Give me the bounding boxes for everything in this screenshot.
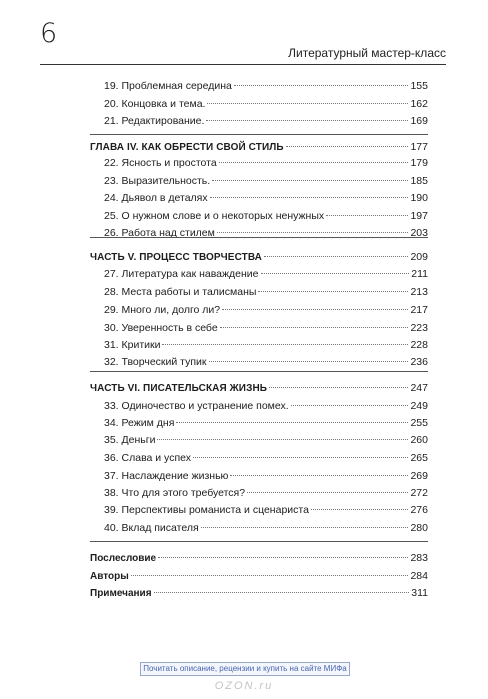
dot-leader (234, 85, 409, 86)
toc-entry-title: 20. Концовка и тема. (104, 98, 206, 110)
toc-chapter (90, 251, 428, 265)
toc-entry-page: 228 (410, 339, 428, 351)
toc-entry (104, 80, 428, 94)
toc-entry-page: 249 (410, 400, 428, 412)
toc-entry-page: 283 (410, 552, 428, 564)
dot-leader (207, 103, 408, 104)
toc-entry (104, 115, 428, 129)
watermark: OZON.ru (214, 680, 274, 692)
dot-leader (206, 120, 408, 121)
toc-entry-title: 36. Слава и успех (104, 452, 191, 464)
dot-leader (162, 344, 408, 345)
toc-entry-title: 37. Наслаждение жизнью (104, 470, 229, 482)
dot-leader (176, 422, 408, 423)
buy-link[interactable]: Почитать описание, рецензии и купить на сайте МИФа (140, 662, 350, 676)
dot-leader (261, 273, 410, 274)
toc-entry-title: ГЛАВА IV. КАК ОБРЕСТИ СВОЙ СТИЛЬ (90, 142, 284, 153)
toc-entry (104, 268, 428, 282)
toc-entry-title: 38. Что для этого требуется? (104, 487, 246, 499)
toc-entry (104, 175, 428, 189)
toc-entry-title: 28. Места работы и талисманы (104, 286, 257, 298)
toc-entry-page: 203 (410, 227, 428, 239)
toc-entry-title: ЧАСТЬ VI. ПИСАТЕЛЬСКАЯ ЖИЗНЬ (90, 383, 268, 394)
toc-chapter (90, 141, 428, 155)
toc-entry (104, 522, 428, 536)
toc-entry-title: 33. Одиночество и устранение помех. (104, 400, 289, 412)
toc-entry-title: 23. Выразительность. (104, 175, 211, 187)
toc-entry (104, 286, 428, 300)
toc-entry-page: 284 (410, 570, 428, 582)
toc-entry (104, 157, 428, 171)
dot-leader (326, 215, 408, 216)
toc-entry-page: 276 (410, 504, 428, 516)
toc-entry-page: 236 (410, 356, 428, 368)
toc-entry-title: 26. Работа над стилем (104, 227, 215, 239)
toc-backmatter (90, 552, 428, 566)
dot-leader (247, 492, 408, 493)
toc-entry (104, 322, 428, 336)
dot-leader (220, 327, 409, 328)
toc-entry-title: 29. Много ли, долго ли? (104, 304, 221, 316)
separator-before-part-6 (90, 371, 428, 372)
toc-entry-title: 31. Критики (104, 339, 161, 351)
toc-entry (104, 434, 428, 448)
toc-entry (104, 504, 428, 518)
header-rule (40, 64, 446, 65)
toc-entry-page: 185 (410, 175, 428, 187)
dot-leader (311, 509, 409, 510)
toc-chapter (90, 382, 428, 396)
dot-leader (222, 309, 408, 310)
dot-leader (201, 527, 409, 528)
toc-entry-title: 34. Режим дня (104, 417, 175, 429)
dot-leader (209, 361, 409, 362)
toc-entry (104, 487, 428, 501)
dot-leader (193, 457, 408, 458)
dot-leader (286, 146, 409, 147)
toc-entry-page: 190 (410, 192, 428, 204)
dot-leader (219, 162, 409, 163)
dot-leader (158, 557, 408, 558)
toc-entry-title: ЧАСТЬ V. ПРОЦЕСС ТВОРЧЕСТВА (90, 252, 263, 263)
toc-entry-title: Авторы (90, 571, 129, 582)
dot-leader (230, 475, 408, 476)
dot-leader (269, 387, 408, 388)
toc-entry (104, 98, 428, 112)
toc-entry (104, 304, 428, 318)
toc-entry-title: 40. Вклад писателя (104, 522, 199, 534)
toc-entry-page: 179 (410, 157, 428, 169)
toc-entry-page: 280 (410, 522, 428, 534)
toc-backmatter (90, 570, 428, 584)
page-number: 6 (40, 18, 58, 49)
toc-entry-page: 311 (411, 587, 428, 599)
toc-entry-page: 177 (410, 141, 428, 153)
dot-leader (154, 592, 410, 593)
separator-before-chapter-4 (90, 134, 428, 135)
toc-entry (104, 470, 428, 484)
dot-leader (291, 405, 409, 406)
toc-entry (104, 227, 428, 241)
toc-entry-title: Послесловие (90, 553, 157, 564)
toc-entry-title: 39. Перспективы романиста и сценариста (104, 504, 309, 516)
toc-entry-title: 27. Литература как наваждение (104, 268, 259, 280)
running-head: Литературный мастер-класс (288, 46, 446, 60)
toc-entry (104, 417, 428, 431)
toc-entry-page: 209 (410, 251, 428, 263)
toc-entry-page: 217 (410, 304, 428, 316)
toc-entry-page: 169 (410, 115, 428, 127)
toc-entry-page: 162 (410, 98, 428, 110)
toc-entry-title: Примечания (90, 588, 152, 599)
toc-entry-page: 211 (411, 268, 428, 280)
toc-entry-page: 260 (410, 434, 428, 446)
dot-leader (212, 180, 408, 181)
toc-entry-title: 21. Редактирование. (104, 115, 205, 127)
separator-before-part-5 (90, 237, 428, 238)
toc-entry-page: 272 (410, 487, 428, 499)
toc-entry (104, 210, 428, 224)
toc-entry-page: 269 (410, 470, 428, 482)
toc-entry-title: 24. Дьявол в деталях (104, 192, 208, 204)
toc-entry-page: 155 (410, 80, 428, 92)
toc-entry-page: 265 (410, 452, 428, 464)
toc-entry (104, 356, 428, 370)
toc-backmatter (90, 587, 428, 601)
toc-entry (104, 400, 428, 414)
toc-entry-page: 247 (410, 382, 428, 394)
dot-leader (131, 575, 409, 576)
toc-entry-title: 19. Проблемная середина (104, 80, 232, 92)
dot-leader (258, 291, 408, 292)
toc-entry-title: 32. Творческий тупик (104, 356, 207, 368)
toc-entry (104, 339, 428, 353)
toc-entry-page: 213 (410, 286, 428, 298)
toc-entry (104, 192, 428, 206)
toc-entry-title: 30. Уверенность в себе (104, 322, 218, 334)
toc-entry-title: 35. Деньги (104, 434, 156, 446)
toc-entry-title: 22. Ясность и простота (104, 157, 217, 169)
toc-entry-title: 25. О нужном слове и о некоторых ненужных (104, 210, 325, 222)
toc-entry-page: 223 (410, 322, 428, 334)
dot-leader (210, 197, 409, 198)
separator-before-afterword (90, 541, 428, 542)
dot-leader (217, 232, 409, 233)
dot-leader (157, 439, 408, 440)
dot-leader (264, 256, 408, 257)
toc-entry (104, 452, 428, 466)
toc-entry-page: 197 (410, 210, 428, 222)
toc-entry-page: 255 (410, 417, 428, 429)
